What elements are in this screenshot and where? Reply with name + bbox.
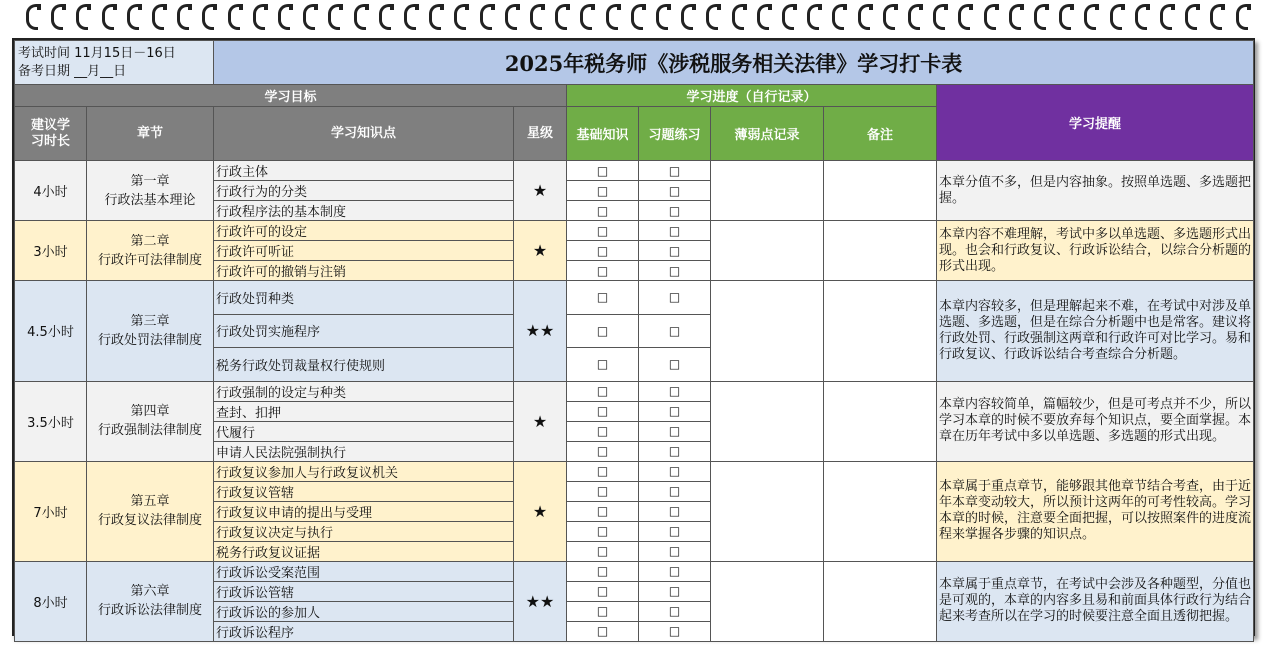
binding-ring	[1135, 4, 1147, 30]
binding-ring	[76, 4, 88, 30]
binding-ring	[1160, 4, 1172, 30]
exercise-checkbox[interactable]: □	[639, 521, 711, 541]
binding-ring	[1110, 4, 1122, 30]
weak-point-cell[interactable]	[711, 561, 824, 641]
binding-ring	[631, 4, 643, 30]
study-reminder: 本章内容较简单，篇幅较少，但是可考点并不少，所以学习本章的时候不要放弃每个知识点，要全面掌握。本章在历年考试中多以单选题、多选题的形式出现。	[937, 381, 1254, 461]
chapter-title	[87, 381, 214, 461]
binding-ring	[858, 4, 870, 30]
weak-point-cell[interactable]	[711, 381, 824, 461]
col-exercise: 习题练习	[639, 107, 711, 161]
binding-ring	[429, 4, 441, 30]
knowledge-point: 查封、扣押	[214, 401, 514, 421]
chapter-title	[87, 161, 214, 221]
chapter-hours: 3.5小时	[15, 381, 87, 461]
basic-checkbox[interactable]: □	[567, 481, 639, 501]
binding-ring	[782, 4, 794, 30]
exercise-checkbox[interactable]: □	[639, 481, 711, 501]
binding-ring	[1009, 4, 1021, 30]
table-row	[15, 161, 1254, 181]
binding-ring	[303, 4, 315, 30]
chapter-title	[87, 281, 214, 382]
chapter-name: 行政强制法律制度	[98, 423, 203, 439]
basic-checkbox[interactable]: □	[567, 581, 639, 601]
binding-ring	[681, 4, 693, 30]
binding-ring	[984, 4, 996, 30]
chapter-number: 第二章	[130, 233, 170, 249]
knowledge-point: 行政诉讼受案范围	[214, 561, 514, 581]
exercise-checkbox[interactable]: □	[639, 314, 711, 348]
binding-ring	[379, 4, 391, 30]
basic-checkbox[interactable]: □	[567, 241, 639, 261]
chapter-name: 行政诉讼法律制度	[98, 603, 203, 619]
basic-checkbox[interactable]: □	[567, 221, 639, 241]
chapter-number: 第五章	[130, 494, 170, 510]
star-rating: ★	[514, 381, 567, 461]
col-weak: 薄弱点记录	[711, 107, 824, 161]
knowledge-point: 行政许可的撤销与注销	[214, 261, 514, 281]
col-stars: 星级	[514, 107, 567, 161]
star-rating: ★★	[514, 281, 567, 382]
basic-checkbox[interactable]: □	[567, 441, 639, 461]
group-reminder: 学习提醒	[937, 85, 1254, 161]
spiral-binding	[0, 0, 1269, 36]
chapter-name: 行政处罚法律制度	[98, 332, 203, 348]
basic-checkbox[interactable]: □	[567, 521, 639, 541]
chapter-title	[87, 461, 214, 561]
table-row	[15, 221, 1254, 241]
binding-ring	[354, 4, 366, 30]
binding-ring	[177, 4, 189, 30]
star-rating: ★★	[514, 561, 567, 641]
exercise-checkbox[interactable]: □	[639, 348, 711, 382]
checkin-sheet	[12, 38, 1255, 641]
exercise-checkbox[interactable]: □	[639, 421, 711, 441]
binding-ring	[1185, 4, 1197, 30]
basic-checkbox[interactable]: □	[567, 381, 639, 401]
binding-ring	[706, 4, 718, 30]
knowledge-point: 行政诉讼管辖	[214, 581, 514, 601]
exercise-checkbox[interactable]: □	[639, 261, 711, 281]
basic-checkbox[interactable]: □	[567, 461, 639, 481]
study-reminder: 本章属于重点章节，在考试中会涉及各种题型，分值也是可观的，本章的内容多且易和前面具体行政行为结合起来考查所以在学习的时候要注意全面且透彻把握。	[937, 561, 1254, 641]
group-goal: 学习目标	[15, 85, 567, 107]
chapter-hours: 4小时	[15, 161, 87, 221]
basic-checkbox[interactable]: □	[567, 201, 639, 221]
chapter-title	[87, 561, 214, 641]
exercise-checkbox[interactable]: □	[639, 441, 711, 461]
binding-ring	[883, 4, 895, 30]
binding-ring	[51, 4, 63, 30]
exercise-checkbox[interactable]: □	[639, 281, 711, 315]
exercise-checkbox[interactable]: □	[639, 241, 711, 261]
binding-ring	[480, 4, 492, 30]
col-hours: 建议学习时长	[15, 107, 87, 161]
binding-ring	[530, 4, 542, 30]
binding-ring	[732, 4, 744, 30]
knowledge-point: 行政处罚种类	[214, 281, 514, 315]
binding-ring	[253, 4, 265, 30]
binding-ring	[580, 4, 592, 30]
binding-ring	[404, 4, 416, 30]
binding-ring	[1059, 4, 1071, 30]
binding-ring	[1034, 4, 1046, 30]
exercise-checkbox[interactable]: □	[639, 541, 711, 561]
basic-checkbox[interactable]: □	[567, 314, 639, 348]
knowledge-point: 税务行政处罚裁量权行使规则	[214, 348, 514, 382]
binding-ring	[958, 4, 970, 30]
study-table	[14, 40, 1254, 642]
binding-ring	[228, 4, 240, 30]
memo-cell[interactable]	[824, 561, 937, 641]
basic-checkbox[interactable]: □	[567, 401, 639, 421]
chapter-hours: 8小时	[15, 561, 87, 641]
study-reminder: 本章属于重点章节，能够跟其他章节结合考查，由于近年本章变动较大，所以预计这两年的可考性较高。学习本章的时候，注意要全面把握，可以按照案件的进度流程来掌握各步骤的知识点。	[937, 461, 1254, 561]
binding-ring	[102, 4, 114, 30]
exercise-checkbox[interactable]: □	[639, 621, 711, 641]
basic-checkbox[interactable]: □	[567, 501, 639, 521]
exercise-checkbox[interactable]: □	[639, 461, 711, 481]
memo-cell[interactable]	[824, 461, 937, 561]
basic-checkbox[interactable]: □	[567, 348, 639, 382]
basic-checkbox[interactable]: □	[567, 421, 639, 441]
basic-checkbox[interactable]: □	[567, 161, 639, 181]
weak-point-cell[interactable]	[711, 281, 824, 382]
knowledge-point: 代履行	[214, 421, 514, 441]
knowledge-point: 行政强制的设定与种类	[214, 381, 514, 401]
basic-checkbox[interactable]: □	[567, 621, 639, 641]
binding-ring	[454, 4, 466, 30]
prep-date: 备考日期 __月__日	[18, 63, 127, 79]
exercise-checkbox[interactable]: □	[639, 381, 711, 401]
table-row	[15, 561, 1254, 581]
study-reminder: 本章内容较多，但是理解起来不难，在考试中对涉及单选题、多选题，但是在综合分析题中也是常客。建议将行政处罚、行政强制这两章和行政许可对比学习。易和行政复议、行政诉讼结合考查综合分析题。	[937, 281, 1254, 382]
chapter-number: 第六章	[130, 584, 170, 600]
chapter-number: 第四章	[130, 404, 170, 420]
col-chapter: 章节	[87, 107, 214, 161]
binding-ring	[1236, 4, 1248, 30]
chapter-name: 行政许可法律制度	[98, 252, 203, 268]
weak-point-cell[interactable]	[711, 461, 824, 561]
exercise-checkbox[interactable]: □	[639, 201, 711, 221]
binding-ring	[832, 4, 844, 30]
table-row	[15, 281, 1254, 315]
chapter-hours: 7小时	[15, 461, 87, 561]
star-rating: ★	[514, 161, 567, 221]
weak-point-cell[interactable]	[711, 221, 824, 281]
binding-ring	[1084, 4, 1096, 30]
binding-ring	[933, 4, 945, 30]
binding-ring	[278, 4, 290, 30]
knowledge-point: 申请人民法院强制执行	[214, 441, 514, 461]
knowledge-point: 行政复议管辖	[214, 481, 514, 501]
basic-checkbox[interactable]: □	[567, 261, 639, 281]
exercise-checkbox[interactable]: □	[639, 581, 711, 601]
page-title: 2025年税务师《涉税服务相关法律》学习打卡表	[214, 41, 1254, 85]
chapter-number: 第一章	[130, 173, 170, 189]
star-rating: ★	[514, 461, 567, 561]
basic-checkbox[interactable]: □	[567, 281, 639, 315]
knowledge-point: 行政许可听证	[214, 241, 514, 261]
basic-checkbox[interactable]: □	[567, 561, 639, 581]
knowledge-point: 行政诉讼的参加人	[214, 601, 514, 621]
binding-ring	[202, 4, 214, 30]
memo-cell[interactable]	[824, 161, 937, 221]
binding-ring	[807, 4, 819, 30]
exam-time: 考试时间 11月15日－16日	[18, 45, 176, 61]
knowledge-point: 行政复议参加人与行政复议机关	[214, 461, 514, 481]
binding-ring	[127, 4, 139, 30]
binding-ring	[328, 4, 340, 30]
group-progress: 学习进度（自行记录）	[567, 85, 937, 107]
knowledge-point: 行政复议申请的提出与受理	[214, 501, 514, 521]
binding-ring	[908, 4, 920, 30]
exercise-checkbox[interactable]: □	[639, 161, 711, 181]
exercise-checkbox[interactable]: □	[639, 181, 711, 201]
table-row	[15, 381, 1254, 401]
chapter-hours: 4.5小时	[15, 281, 87, 382]
exercise-checkbox[interactable]: □	[639, 601, 711, 621]
binding-ring	[26, 4, 38, 30]
knowledge-point: 行政主体	[214, 161, 514, 181]
memo-cell[interactable]	[824, 381, 937, 461]
study-reminder: 本章分值不多，但是内容抽象。按照单选题、多选题把握。	[937, 161, 1254, 221]
exercise-checkbox[interactable]: □	[639, 501, 711, 521]
study-reminder: 本章内容不难理解，考试中多以单选题、多选题形式出现。也会和行政复议、行政诉讼结合，以综合分析题的形式出现。	[937, 221, 1254, 281]
chapter-name: 行政复议法律制度	[98, 513, 203, 529]
binding-ring	[757, 4, 769, 30]
binding-ring	[555, 4, 567, 30]
memo-cell[interactable]	[824, 281, 937, 382]
exercise-checkbox[interactable]: □	[639, 561, 711, 581]
knowledge-point: 行政程序法的基本制度	[214, 201, 514, 221]
star-rating: ★	[514, 221, 567, 281]
chapter-hours: 3小时	[15, 221, 87, 281]
col-basic: 基础知识	[567, 107, 639, 161]
binding-ring	[656, 4, 668, 30]
basic-checkbox[interactable]: □	[567, 541, 639, 561]
chapter-name: 行政法基本理论	[104, 192, 196, 208]
exam-info	[15, 41, 214, 85]
memo-cell[interactable]	[824, 221, 937, 281]
basic-checkbox[interactable]: □	[567, 181, 639, 201]
knowledge-point: 行政诉讼程序	[214, 621, 514, 641]
knowledge-point: 行政处罚实施程序	[214, 314, 514, 348]
weak-point-cell[interactable]	[711, 161, 824, 221]
exercise-checkbox[interactable]: □	[639, 401, 711, 421]
knowledge-point: 税务行政复议证据	[214, 541, 514, 561]
knowledge-point: 行政行为的分类	[214, 181, 514, 201]
binding-ring	[152, 4, 164, 30]
exercise-checkbox[interactable]: □	[639, 221, 711, 241]
binding-ring	[505, 4, 517, 30]
table-row	[15, 461, 1254, 481]
basic-checkbox[interactable]: □	[567, 601, 639, 621]
chapter-title	[87, 221, 214, 281]
chapter-number: 第三章	[130, 313, 170, 329]
binding-ring	[1210, 4, 1222, 30]
col-points: 学习知识点	[214, 107, 514, 161]
knowledge-point: 行政许可的设定	[214, 221, 514, 241]
binding-ring	[606, 4, 618, 30]
col-memo: 备注	[824, 107, 937, 161]
knowledge-point: 行政复议决定与执行	[214, 521, 514, 541]
